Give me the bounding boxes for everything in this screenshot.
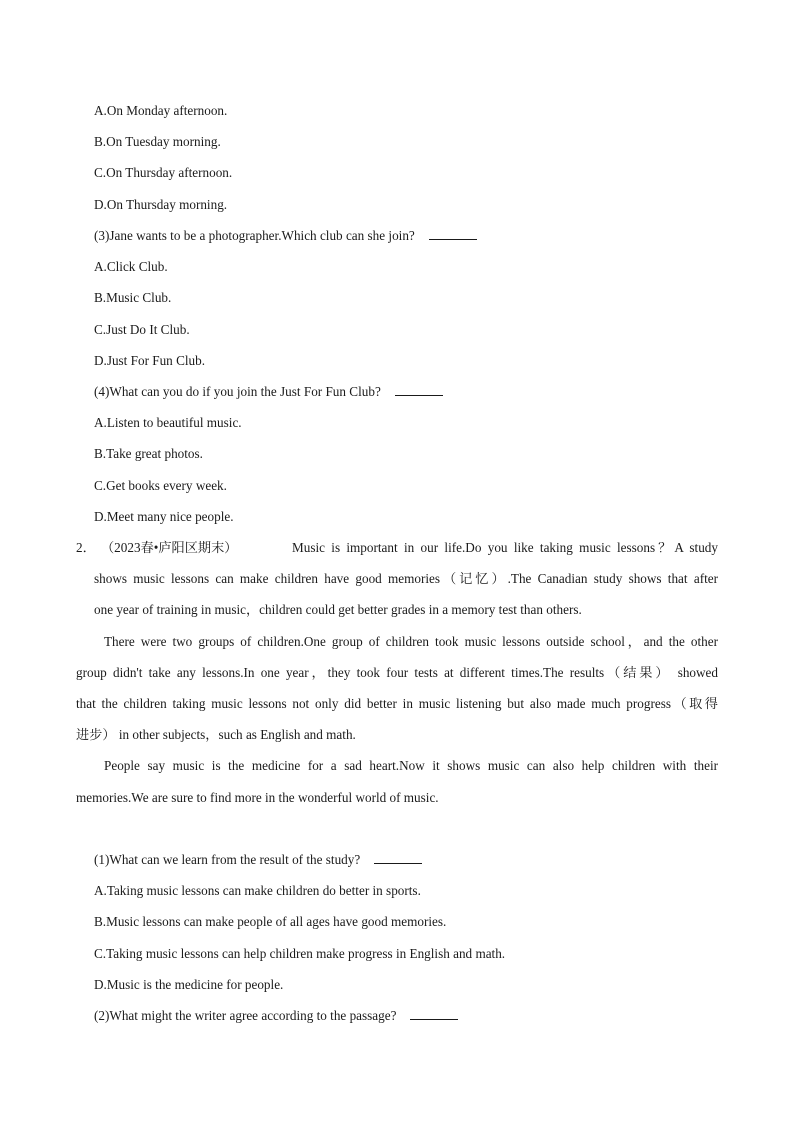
option-a: A.On Monday afternoon. [94, 103, 228, 118]
passage-line: People say music is the medicine for a sad heart.Now it shows music can also help children with their [104, 758, 718, 773]
sub-question-3 [94, 228, 477, 244]
question-number: 2． [76, 540, 96, 555]
option-b: B.Music lessons can make people of all ages have good memories. [94, 914, 447, 929]
passage-line: memories.We are sure to find more in the wonderful world of music. [76, 790, 439, 805]
option-d: D.Music is the medicine for people. [94, 977, 284, 992]
option-a: A.Listen to beautiful music. [94, 415, 242, 430]
option-d: D.Meet many nice people. [94, 509, 234, 524]
passage-line: that the children taking music lessons not only did better in music listening but also made much progress（取得 [76, 696, 718, 711]
option-a: A.Taking music lessons can make children do better in sports. [94, 883, 421, 898]
option-d: D.Just For Fun Club. [94, 353, 206, 368]
option-b: B.Music Club. [94, 290, 172, 305]
sub-question-3-text: (3)Jane wants to be a photographer.Which club can she join? [94, 228, 415, 243]
passage-intro: Music is important in our life.Do you like taking music lessons？A study [292, 540, 718, 555]
option-c: C.Just Do It Club. [94, 322, 190, 337]
sub-question-1-text: (1)What can we learn from the result of the study? [94, 852, 361, 867]
sub-question-4 [94, 384, 443, 400]
passage-line: There were two groups of children.One group of children took music lessons outside school，and the other [104, 634, 718, 649]
passage-line: 进步） in other subjects，such as English and math. [76, 727, 356, 742]
option-c: C.On Thursday afternoon. [94, 165, 233, 180]
answer-blank [395, 384, 443, 396]
option-b: B.Take great photos. [94, 446, 203, 461]
passage-line: group didn't take any lessons.In one year，they took four tests at different times.The results（结果） showed [76, 665, 718, 680]
passage-line: one year of training in music，children could get better grades in a memory test than others. [94, 602, 582, 617]
option-b: B.On Tuesday morning. [94, 134, 221, 149]
option-c: C.Taking music lessons can help children make progress in English and math. [94, 946, 506, 961]
passage-line: shows music lessons can make children have good memories（记忆）.The Canadian study shows that after [94, 571, 718, 586]
option-d: D.On Thursday morning. [94, 197, 228, 212]
answer-blank [410, 1008, 458, 1020]
sub-question-1 [94, 852, 422, 868]
option-c: C.Get books every week. [94, 478, 227, 493]
sub-question-2-text: (2)What might the writer agree according to the passage? [94, 1008, 397, 1023]
answer-blank [374, 852, 422, 864]
question-source: （2023春•庐阳区期末） [101, 540, 238, 555]
option-a: A.Click Club. [94, 259, 168, 274]
sub-question-2 [94, 1008, 458, 1024]
sub-question-4-text: (4)What can you do if you join the Just For Fun Club? [94, 384, 381, 399]
answer-blank [429, 228, 477, 240]
